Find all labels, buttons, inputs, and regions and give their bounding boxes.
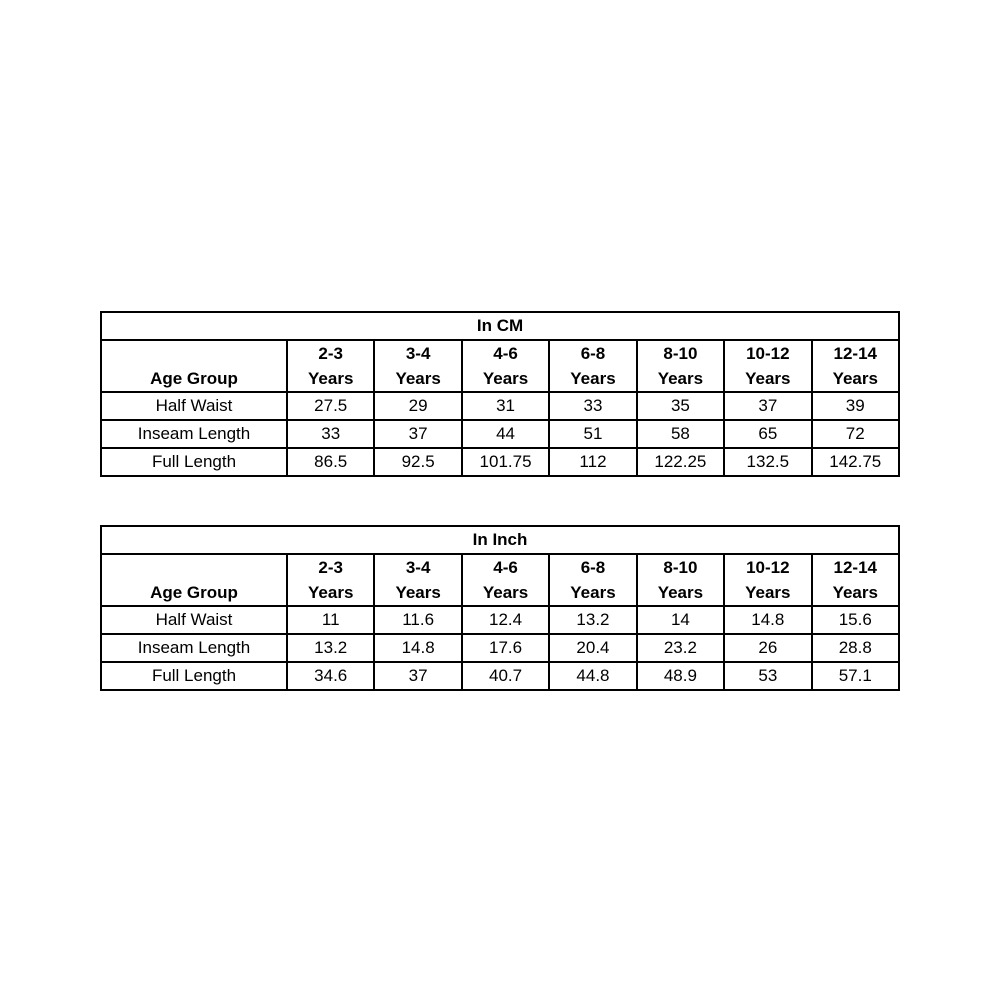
table-cell: 40.7: [462, 662, 549, 690]
table-title-row: [101, 312, 899, 340]
column-header: [637, 554, 724, 606]
table-title: In CM: [101, 312, 899, 340]
table-cell: 33: [287, 420, 374, 448]
column-header-unit: Years: [308, 369, 354, 388]
column-header-range: 3-4: [405, 558, 431, 577]
column-header-range: 6-8: [580, 558, 606, 577]
table-cell: 14.8: [374, 634, 461, 662]
table-cell: 142.75: [812, 448, 899, 476]
column-header-unit: Years: [570, 583, 616, 602]
column-header-unit: Years: [308, 583, 354, 602]
table-cell: 92.5: [374, 448, 461, 476]
column-header: [287, 554, 374, 606]
column-header-range: 6-8: [580, 344, 606, 363]
table-cell: 37: [374, 420, 461, 448]
column-header: [549, 340, 636, 392]
table-cell: 37: [374, 662, 461, 690]
table-cell: 14: [637, 606, 724, 634]
column-header-range: 12-14: [833, 344, 877, 363]
row-label: Inseam Length: [101, 420, 287, 448]
table-row: [101, 662, 899, 690]
table-cell: 15.6: [812, 606, 899, 634]
column-header-range: 10-12: [746, 558, 790, 577]
table-cell: 86.5: [287, 448, 374, 476]
table-row: [101, 634, 899, 662]
column-header: [462, 554, 549, 606]
column-header: [374, 554, 461, 606]
table-cell: 37: [724, 392, 811, 420]
column-header-range: 3-4: [405, 344, 431, 363]
column-header: [812, 340, 899, 392]
table-cell: 33: [549, 392, 636, 420]
table-cell: 26: [724, 634, 811, 662]
table-cell: 51: [549, 420, 636, 448]
column-header-range: 2-3: [318, 344, 343, 363]
table-row: [101, 420, 899, 448]
size-chart-inch-table: [100, 525, 900, 691]
table-cell: 17.6: [462, 634, 549, 662]
table-cell: 28.8: [812, 634, 899, 662]
column-header-unit: Years: [570, 369, 616, 388]
table-cell: 101.75: [462, 448, 549, 476]
column-header-unit: Years: [395, 369, 441, 388]
row-label: Inseam Length: [101, 634, 287, 662]
column-header: [637, 340, 724, 392]
table-row: [101, 392, 899, 420]
size-chart-cm-table: [100, 311, 900, 477]
row-label: Half Waist: [101, 392, 287, 420]
table-cell: 39: [812, 392, 899, 420]
table-cell: 122.25: [637, 448, 724, 476]
table-cell: 31: [462, 392, 549, 420]
age-group-header: Age Group: [101, 554, 287, 606]
table-cell: 112: [549, 448, 636, 476]
table-cell: 35: [637, 392, 724, 420]
column-header: [287, 340, 374, 392]
table-cell: 20.4: [549, 634, 636, 662]
table-cell: 11: [287, 606, 374, 634]
column-header: [724, 554, 811, 606]
column-header-range: 8-10: [663, 558, 698, 577]
column-header-range: 4-6: [493, 344, 518, 363]
table-cell: 23.2: [637, 634, 724, 662]
table-cell: 12.4: [462, 606, 549, 634]
column-header-unit: Years: [482, 369, 529, 388]
table-header-row: [101, 340, 899, 392]
column-header-unit: Years: [832, 583, 878, 602]
column-header-unit: Years: [745, 369, 791, 388]
table-cell: 44: [462, 420, 549, 448]
table-header-row: [101, 554, 899, 606]
table-cell: 14.8: [724, 606, 811, 634]
column-header-range: 10-12: [746, 344, 790, 363]
column-header-range: 8-10: [663, 344, 698, 363]
column-header: [462, 340, 549, 392]
table-cell: 34.6: [287, 662, 374, 690]
table-title-row: [101, 526, 899, 554]
table-cell: 13.2: [549, 606, 636, 634]
table-cell: 57.1: [812, 662, 899, 690]
column-header-range: 2-3: [318, 558, 343, 577]
column-header: [549, 554, 636, 606]
table-cell: 11.6: [374, 606, 461, 634]
table-cell: 132.5: [724, 448, 811, 476]
age-group-header: Age Group: [101, 340, 287, 392]
table-cell: 65: [724, 420, 811, 448]
column-header-range: 4-6: [493, 558, 518, 577]
table-cell: 53: [724, 662, 811, 690]
column-header-unit: Years: [745, 583, 791, 602]
row-label: Half Waist: [101, 606, 287, 634]
column-header-unit: Years: [657, 369, 704, 388]
table-cell: 13.2: [287, 634, 374, 662]
column-header: [374, 340, 461, 392]
column-header-unit: Years: [657, 583, 704, 602]
row-label: Full Length: [101, 448, 287, 476]
table-cell: 72: [812, 420, 899, 448]
column-header: [724, 340, 811, 392]
row-label: Full Length: [101, 662, 287, 690]
table-cell: 48.9: [637, 662, 724, 690]
table-cell: 27.5: [287, 392, 374, 420]
column-header-unit: Years: [395, 583, 441, 602]
table-title: In Inch: [101, 526, 899, 554]
column-header: [812, 554, 899, 606]
column-header-unit: Years: [482, 583, 529, 602]
column-header-range: 12-14: [833, 558, 877, 577]
table-cell: 58: [637, 420, 724, 448]
table-cell: 44.8: [549, 662, 636, 690]
table-row: [101, 448, 899, 476]
table-cell: 29: [374, 392, 461, 420]
table-row: [101, 606, 899, 634]
column-header-unit: Years: [832, 369, 878, 388]
